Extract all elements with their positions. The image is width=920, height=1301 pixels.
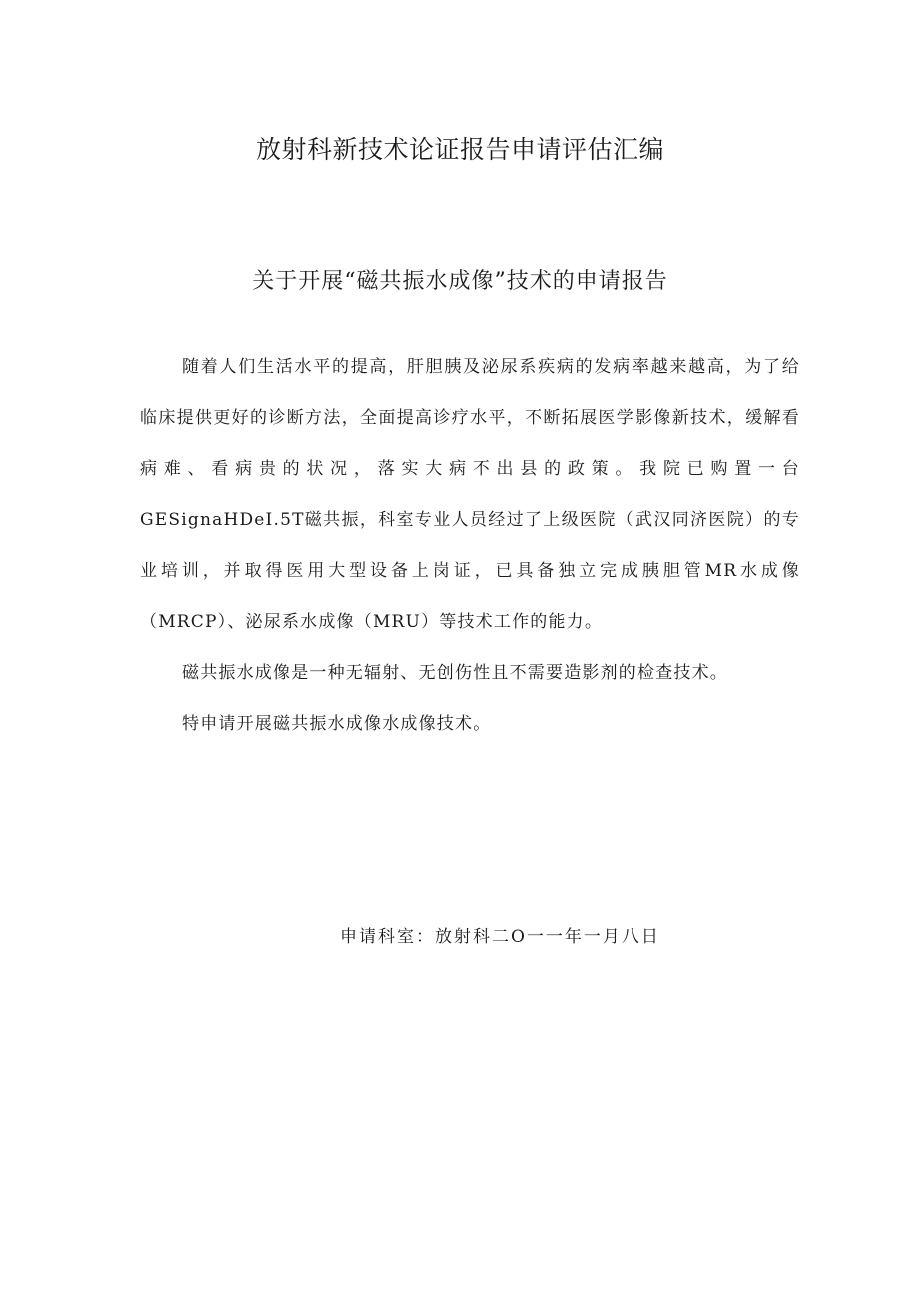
body-paragraph: 随着人们生活水平的提高，肝胆胰及泌尿系疾病的发病率越来越高，为了给临床提供更好的诊断方法，全面提高诊疗水平，不断拓展医学影像新技术，缓解看病难、看病贵的状况，落实大病不出县的政策。我院已购置一台GESignaHDeI.5T磁共振，科室专业人员经过了上级医院（武汉同济医院）的专业培训，并取得医用大型设备上岗证，已具备独立完成胰胆管MR水成像（MRCP）、泌尿系水成像（MRU）等技术工作的能力。 — [140, 357, 800, 632]
body-paragraph: 磁共振水成像是一种无辐射、无创伤性且不需要造影剂的检查技术。 — [182, 663, 728, 683]
report-title: 关于开展“磁共振水成像”技术的申请报告 — [252, 269, 668, 294]
document-title: 放射科新技术论证报告申请评估汇编 — [255, 135, 664, 164]
body-paragraph: 特申请开展磁共振水成像水成像技术。 — [182, 714, 492, 734]
signature-line: 申请科室：放射科二O一一年一月八日 — [340, 927, 660, 947]
report-body — [140, 342, 800, 750]
